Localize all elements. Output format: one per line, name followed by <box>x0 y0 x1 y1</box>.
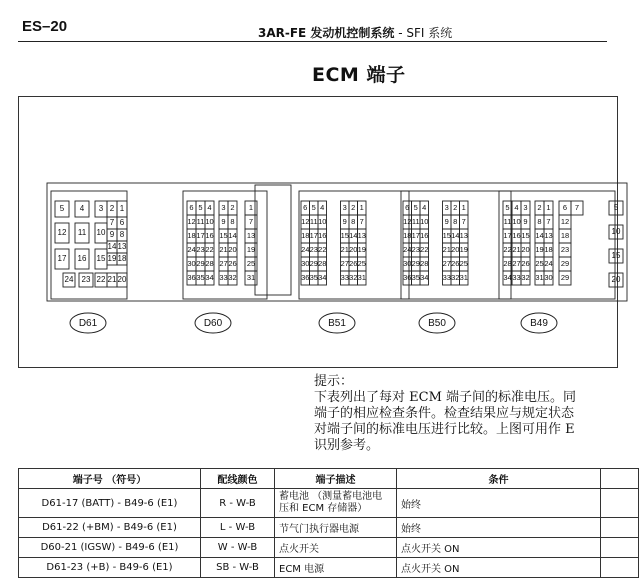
b50-pin-num: 5 <box>413 202 418 212</box>
d60-pin-num: 24 <box>187 244 196 254</box>
b50-pin-num: 28 <box>420 258 429 268</box>
d61-pin-num: 14 <box>107 242 117 252</box>
b50-pin-num: 20 <box>451 244 460 254</box>
b49-pin-num: 28 <box>503 258 512 268</box>
connector-blank-slot <box>255 185 291 295</box>
d60-pin-num: 2 <box>230 202 235 212</box>
b49-pin-num: 4 <box>514 202 519 212</box>
header-title-sep: - <box>394 26 407 40</box>
d61-pin-num: 15 <box>96 254 106 264</box>
d60-pin-num: 8 <box>230 216 235 226</box>
d61-pin-num: 13 <box>117 242 127 252</box>
hint-line-3: 对端子间的标准电压进行比较。上图可用作 E <box>314 422 575 437</box>
b49-pin-num: 22 <box>503 244 512 254</box>
d60-pin-num: 7 <box>248 216 254 226</box>
col-condition-header: 条件 <box>397 469 601 489</box>
b49-pin-num: 31 <box>535 272 544 282</box>
cell-condition: 点火开关 ON <box>397 538 601 558</box>
d61-pin-num: 18 <box>117 254 127 264</box>
b51-pin-num: 14 <box>349 230 358 240</box>
d60-pin-num: 6 <box>189 202 194 212</box>
b50-pin-num: 14 <box>451 230 460 240</box>
b50-pin-num: 22 <box>420 244 429 254</box>
b49-pin-num: 29 <box>560 258 570 268</box>
b51-pin-num: 8 <box>351 216 356 226</box>
b50-pin-num: 26 <box>451 258 460 268</box>
d61-pin-num: 8 <box>119 230 125 240</box>
b51-pin-num: 21 <box>340 244 349 254</box>
d61-pin-num: 1 <box>119 204 125 214</box>
b50-pin-num: 33 <box>442 272 451 282</box>
b49-pin-num: 15 <box>521 230 530 240</box>
b50-pin-num: 19 <box>459 244 468 254</box>
b50-pin-num: 29 <box>411 258 420 268</box>
b49-pin-num: 32 <box>521 272 530 282</box>
b49-pin-num: 18 <box>544 244 553 254</box>
d61-pin-num: 12 <box>57 228 67 238</box>
d61-pin-num: 2 <box>109 204 115 214</box>
b49-pin-num: 16 <box>512 230 521 240</box>
b51-pin-num: 18 <box>301 230 310 240</box>
header-title <box>258 24 452 41</box>
b50-pin-num: 11 <box>411 216 420 226</box>
d61-pin-num: 5 <box>59 204 65 214</box>
b49-pin-num: 24 <box>544 258 553 268</box>
d60-pin-num: 19 <box>246 244 256 254</box>
b51-pin-num: 2 <box>351 202 356 212</box>
b51-pin-num: 33 <box>340 272 349 282</box>
b49-pin-num: 21 <box>512 244 521 254</box>
d60-pin-num: 22 <box>205 244 214 254</box>
cell-desc: ECM 电源 <box>275 558 397 578</box>
table-row <box>19 489 639 518</box>
d60-pin-num: 3 <box>221 202 226 212</box>
b49-pin-num: 14 <box>535 230 544 240</box>
d60-pin-num: 36 <box>187 272 196 282</box>
b49-pin-num: 25 <box>535 258 544 268</box>
d60-pin-num: 18 <box>187 230 196 240</box>
table-row <box>19 538 639 558</box>
d60-pin-num: 34 <box>205 272 214 282</box>
b49-pin-num: 29 <box>560 272 570 282</box>
b49-pin-num: 18 <box>560 230 570 240</box>
b51-pin-num: 25 <box>357 258 366 268</box>
hint-line-2: 端子的相应检查条件。检查结果应与规定状态 <box>314 406 575 421</box>
b51-label: B51 <box>328 318 346 330</box>
d61-pin-num: 19 <box>107 254 117 264</box>
d60-pin-num: 14 <box>228 230 237 240</box>
cell-spec <box>601 558 639 578</box>
col-spec-header <box>601 469 639 489</box>
b50-pin-num: 23 <box>411 244 420 254</box>
b51-pin-num: 13 <box>357 230 366 240</box>
b51-pin-num: 11 <box>309 216 318 226</box>
cell-terminal: D60-21 (IGSW) - B49-6 (E1) <box>19 538 201 558</box>
partial-pin-num: 10 <box>611 227 621 237</box>
b49-pin-num: 7 <box>574 202 580 212</box>
hint-label: 提示： <box>314 374 354 389</box>
b50-pin-num: 16 <box>420 230 429 240</box>
b51-pin-num: 28 <box>318 258 327 268</box>
b50-pin-num: 15 <box>442 230 451 240</box>
b50-pin-num: 34 <box>420 272 429 282</box>
b50-pin-num: 27 <box>442 258 451 268</box>
b49-pin-num: 1 <box>546 202 551 212</box>
col-desc-header: 端子描述 <box>275 469 397 489</box>
b51-pin-num: 3 <box>342 202 347 212</box>
cell-desc: 节气门执行器电源 <box>275 518 397 538</box>
b49-pin-num: 27 <box>512 258 521 268</box>
d61-pin-num: 11 <box>77 228 87 238</box>
d61-pin-num: 3 <box>98 204 104 214</box>
col-terminal-header: 端子号 （符号） <box>19 469 201 489</box>
d61-pin-num: 23 <box>81 275 91 285</box>
b50-pin-num: 32 <box>451 272 460 282</box>
b51-pin-num: 16 <box>318 230 327 240</box>
cell-terminal: D61-23 (+B) - B49-6 (E1) <box>19 558 201 578</box>
d60-pin-num: 23 <box>196 244 205 254</box>
header-rule <box>18 41 607 42</box>
b50-pin-num: 36 <box>403 272 412 282</box>
d60-pin-num: 20 <box>228 244 237 254</box>
cell-terminal: D61-17 (BATT) - B49-6 (E1) <box>19 489 201 518</box>
b51-pin-num: 23 <box>309 244 318 254</box>
terminal-table <box>18 468 639 578</box>
b50-pin-num: 17 <box>411 230 420 240</box>
b49-pin-num: 33 <box>512 272 521 282</box>
b49-pin-num: 8 <box>537 216 542 226</box>
d60-pin-num: 28 <box>205 258 214 268</box>
b49-pin-num: 9 <box>523 216 528 226</box>
d60-pin-num: 12 <box>187 216 196 226</box>
b49-pin-num: 26 <box>521 258 530 268</box>
b50-pin-num: 8 <box>453 216 458 226</box>
cell-wire: L - W-B <box>201 518 275 538</box>
table-row <box>19 558 639 578</box>
hint-line-4: 识别参考。 <box>314 438 380 453</box>
hint-line-1: 下表列出了每对 ECM 端子间的标准电压。同 <box>314 390 577 405</box>
b51-pin-num: 29 <box>309 258 318 268</box>
b49-pin-num: 3 <box>523 202 528 212</box>
d60-pin-num: 11 <box>196 216 205 226</box>
d61-pin-num: 7 <box>109 218 115 228</box>
b50-pin-num: 1 <box>461 202 466 212</box>
d60-pin-num: 21 <box>219 244 228 254</box>
b49-pin-num: 30 <box>544 272 553 282</box>
b51-pin-num: 4 <box>320 202 325 212</box>
b50-pin-num: 7 <box>461 216 466 226</box>
b50-pin-num: 4 <box>422 202 427 212</box>
b50-pin-num: 6 <box>405 202 410 212</box>
partial-pin-num: 5 <box>613 203 619 213</box>
b50-pin-num: 12 <box>403 216 412 226</box>
d60-pin-num: 15 <box>219 230 228 240</box>
table-header-row <box>19 469 639 489</box>
b49-pin-num: 17 <box>503 230 512 240</box>
header-title-bold: 3AR-FE 发动机控制系统 <box>258 26 395 40</box>
d60-pin-num: 16 <box>205 230 214 240</box>
b51-pin-num: 36 <box>301 272 310 282</box>
b49-pin-num: 34 <box>503 272 512 282</box>
b51-pin-num: 22 <box>318 244 327 254</box>
b51-pin-num: 35 <box>309 272 318 282</box>
cell-wire: SB - W-B <box>201 558 275 578</box>
cell-spec <box>601 489 639 518</box>
d61-pin-num: 24 <box>64 275 74 285</box>
header-title-rest: SFI 系统 <box>406 26 453 40</box>
b51-pin-num: 31 <box>357 272 366 282</box>
d60-pin-num: 27 <box>219 258 228 268</box>
b50-pin-num: 13 <box>459 230 468 240</box>
b49-pin-num: 19 <box>535 244 544 254</box>
d60-pin-num: 29 <box>196 258 205 268</box>
d60-pin-num: 10 <box>205 216 214 226</box>
d61-pin-num: 10 <box>96 228 106 238</box>
b49-pin-num: 23 <box>560 244 570 254</box>
d60-pin-num: 9 <box>221 216 226 226</box>
b50-pin-num: 21 <box>442 244 451 254</box>
connector-figure <box>18 96 621 368</box>
b49-pin-num: 10 <box>512 216 521 226</box>
b49-pin-num: 5 <box>505 202 510 212</box>
d60-pin-num: 30 <box>187 258 196 268</box>
b51-pin-num: 10 <box>318 216 327 226</box>
d60-pin-num: 35 <box>196 272 205 282</box>
d60-pin-num: 31 <box>246 272 256 282</box>
d61-label: D61 <box>78 318 98 330</box>
b50-pin-num: 9 <box>444 216 449 226</box>
cell-condition: 点火开关 ON <box>397 558 601 578</box>
cell-wire: W - W-B <box>201 538 275 558</box>
d60-pin-num: 5 <box>198 202 203 212</box>
b51-pin-num: 20 <box>349 244 358 254</box>
b49-label: B49 <box>530 318 548 330</box>
b49-pin-num: 20 <box>521 244 530 254</box>
cell-terminal: D61-22 (+BM) - B49-6 (E1) <box>19 518 201 538</box>
d60-pin-num: 4 <box>207 202 212 212</box>
d60-pin-num: 33 <box>219 272 228 282</box>
d61-pin-num: 20 <box>117 275 127 285</box>
b49-pin-num: 7 <box>546 216 551 226</box>
d60-label: D60 <box>203 318 223 330</box>
cell-wire: R - W-B <box>201 489 275 518</box>
b50-pin-num: 31 <box>459 272 468 282</box>
page-code: ES–20 <box>22 18 68 35</box>
b50-pin-num: 35 <box>411 272 420 282</box>
b51-pin-num: 34 <box>318 272 327 282</box>
b50-pin-num: 10 <box>420 216 429 226</box>
b49-pin-num: 11 <box>503 216 512 226</box>
b51-pin-num: 17 <box>309 230 318 240</box>
cell-spec <box>601 518 639 538</box>
b51-pin-num: 5 <box>311 202 316 212</box>
b51-pin-num: 7 <box>359 216 364 226</box>
cell-condition: 始终 <box>397 518 601 538</box>
d60-pin-num: 32 <box>228 272 237 282</box>
b51-pin-num: 9 <box>342 216 347 226</box>
b49-pin-num: 13 <box>544 230 553 240</box>
partial-pin-num: 15 <box>611 251 621 261</box>
b51-pin-num: 12 <box>301 216 310 226</box>
col-wire-header: 配线颜色 <box>201 469 275 489</box>
d61-pin-num: 21 <box>107 275 117 285</box>
d60-pin-num: 26 <box>228 258 237 268</box>
table-row <box>19 518 639 538</box>
b50-pin-num: 2 <box>453 202 458 212</box>
b49-pin-num: 12 <box>560 216 570 226</box>
b50-pin-num: 24 <box>403 244 412 254</box>
b50-pin-num: 18 <box>403 230 412 240</box>
b49-pin-num: 6 <box>562 202 568 212</box>
b51-pin-num: 6 <box>303 202 308 212</box>
d60-pin-num: 1 <box>248 202 254 212</box>
hint-block <box>314 374 614 454</box>
cell-desc: 点火开关 <box>275 538 397 558</box>
d61-pin-num: 6 <box>119 218 125 228</box>
d60-pin-num: 13 <box>246 230 256 240</box>
partial-pin-num: 20 <box>611 275 621 285</box>
b51-pin-num: 32 <box>349 272 358 282</box>
b51-pin-num: 1 <box>359 202 364 212</box>
b51-pin-num: 24 <box>301 244 310 254</box>
connector-diagram <box>19 97 619 369</box>
b50-pin-num: 3 <box>444 202 449 212</box>
section-title: ECM 端子 <box>312 64 406 86</box>
cell-spec <box>601 538 639 558</box>
b51-pin-num: 26 <box>349 258 358 268</box>
cell-desc: 蓄电池 （测量蓄电池电压和 ECM 存储器） <box>275 489 397 518</box>
d60-pin-num: 17 <box>196 230 205 240</box>
b50-pin-num: 30 <box>403 258 412 268</box>
d61-pin-num: 16 <box>77 254 87 264</box>
b51-pin-num: 30 <box>301 258 310 268</box>
cell-condition: 始终 <box>397 489 601 518</box>
d61-pin-num: 17 <box>57 254 67 264</box>
d60-pin-num: 25 <box>246 258 256 268</box>
d61-pin-num: 9 <box>109 230 115 240</box>
b50-label: B50 <box>428 318 446 330</box>
b50-pin-num: 25 <box>459 258 468 268</box>
b49-pin-num: 2 <box>537 202 542 212</box>
b51-pin-num: 19 <box>357 244 366 254</box>
b51-pin-num: 27 <box>340 258 349 268</box>
d61-pin-num: 22 <box>96 275 106 285</box>
d61-pin-num: 4 <box>79 204 85 214</box>
b51-pin-num: 15 <box>340 230 349 240</box>
